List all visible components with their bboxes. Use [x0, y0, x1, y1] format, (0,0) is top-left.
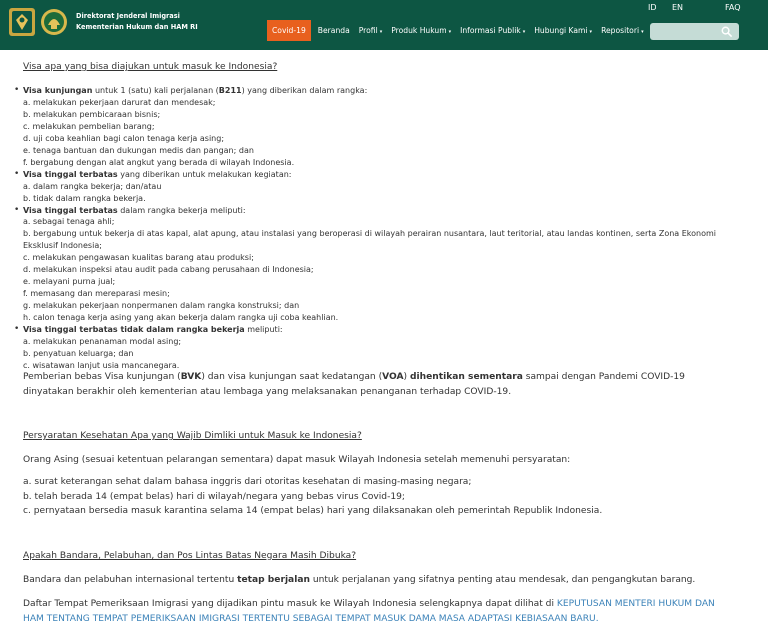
- nav-covid19[interactable]: Covid-19: [267, 20, 311, 41]
- chevron-down-icon: ▾: [379, 29, 383, 35]
- list-item: a. melakukan pekerjaan darurat dan mendesak;: [23, 97, 216, 107]
- nav-repositori[interactable]: [601, 26, 644, 35]
- org-line-2: Kementerian Hukum dan HAM RI: [76, 23, 198, 31]
- nav-informasi-publik-label: Informasi Publik: [460, 26, 521, 35]
- chevron-down-icon: ▾: [641, 29, 644, 35]
- note-voa: VOA: [382, 372, 404, 382]
- ministry-emblem-icon: [8, 7, 36, 37]
- list-item: b. penyatuan keluarga; dan: [23, 348, 134, 358]
- note-post: sampai dengan Pandemi COVID-19 dinyatakan berakhir oleh kementerian atau lembaga yang melaksanakan penanganan terhadap COVID-19.: [23, 372, 685, 397]
- health-list: [23, 475, 733, 519]
- ministry-name: [76, 11, 198, 33]
- visa-tinggal-bekerja-heading: [23, 205, 733, 217]
- visa-tinggal-title: Visa tinggal terbatas: [23, 169, 118, 179]
- list-item: d. melakukan inspeksi atau audit pada cabang perusahaan di Indonesia;: [23, 265, 314, 275]
- nav-hubungi-kami-label: Hubungi Kami: [534, 26, 588, 35]
- list-item: c. wisatawan lanjut usia mancanegara.: [23, 360, 180, 370]
- nav-profil[interactable]: [359, 26, 382, 35]
- list-item: c. melakukan pembelian barang;: [23, 121, 155, 131]
- visa-tinggal-bekerja-rest: dalam rangka bekerja meliputi:: [117, 205, 246, 215]
- search-icon[interactable]: [721, 26, 732, 37]
- note-mid1: ) dan visa kunjungan saat kedatangan (: [201, 372, 383, 382]
- ports-pre: Bandara dan pelabuhan internasional tertentu: [23, 575, 238, 585]
- ports-list-paragraph: [23, 597, 733, 626]
- chevron-down-icon: ▾: [448, 29, 452, 35]
- visa-kunjungan-heading: [23, 85, 733, 97]
- faq-question-ports: Apakah Bandara, Pelabuhan, dan Pos Lintas Batas Negara Masih Dibuka?: [23, 551, 357, 561]
- faq-question-health: Persyaratan Kesehatan Apa yang Wajib Dimliki untuk Masuk ke Indonesia?: [23, 431, 362, 441]
- faq-question-visa: Visa apa yang bisa diajukan untuk masuk ke Indonesia?: [23, 62, 278, 72]
- nav-repositori-label: Repositori: [601, 26, 640, 35]
- health-intro: Orang Asing (sesuai ketentuan pelarangan sementara) dapat masuk Wilayah Indonesia setelah memenuhi persyaratan:: [23, 455, 571, 465]
- visa-kunjungan-title: Visa kunjungan: [23, 86, 93, 95]
- list-item: c. pernyataan bersedia masuk karantina selama 14 (empat belas) hari yang dilaksanakan oleh pemerintah Republik Indonesia.: [23, 506, 603, 516]
- visa-suspension-note: [23, 370, 733, 399]
- visa-tinggal-heading: [23, 169, 733, 181]
- nav-produk-hukum-label: Produk Hukum: [391, 26, 447, 35]
- list-item: b. tidak dalam rangka bekerja.: [23, 193, 146, 203]
- ports-list-pre: Daftar Tempat Pemeriksaan Imigrasi yang dijadikan pintu masuk ke Wilayah Indonesia selengkapnya dapat dilihat di: [23, 599, 557, 609]
- nav-profil-label: Profil: [358, 26, 378, 35]
- note-mid2: ): [403, 372, 410, 382]
- visa-tinggal-bekerja-title: Visa tinggal terbatas: [23, 205, 118, 215]
- visa-list: [23, 85, 733, 372]
- list-item: f. memasang dan mereparasi mesin;: [23, 289, 170, 299]
- ports-bold: tetap berjalan: [237, 575, 310, 585]
- list-item: e. melayani purna jual;: [23, 277, 116, 287]
- list-item: h. calon tenaga kerja asing yang akan bekerja dalam rangka uji coba keahlian.: [23, 313, 339, 323]
- nav-informasi-publik[interactable]: [460, 26, 525, 35]
- visa-tinggal-non-bekerja-rest: meliputi:: [244, 325, 283, 335]
- nav-beranda[interactable]: Beranda: [317, 26, 350, 35]
- chevron-down-icon: ▾: [589, 29, 593, 35]
- lang-en-link[interactable]: EN: [672, 3, 684, 12]
- search-box: [650, 23, 739, 40]
- ports-paragraph: [23, 573, 733, 588]
- note-pre: Pemberian bebas Visa kunjungan (: [23, 372, 181, 382]
- main-nav: [267, 20, 653, 41]
- faq-link[interactable]: FAQ: [725, 3, 741, 12]
- nav-hubungi-kami[interactable]: [534, 26, 592, 35]
- visa-kunjungan-post: ) yang diberikan dalam rangka:: [241, 86, 368, 95]
- kepmen-link[interactable]: KEPUTUSAN MENTERI HUKUM DAN HAM TENTANG TEMPAT PEMERIKSAAN IMIGRASI TERTENTU SEBAGAI TEMPAT MASUK DAMA MASA ADAPTASI KEBIASAAN BARU.: [23, 599, 715, 624]
- lang-id-link[interactable]: ID: [648, 3, 657, 12]
- visa-code-b211: B211: [218, 86, 242, 95]
- list-item: a. melakukan penanaman modal asing;: [23, 337, 182, 347]
- list-item: a. sebagai tenaga ahli;: [23, 217, 115, 227]
- list-item: a. surat keterangan sehat dalam bahasa inggris dari otoritas kesehatan di masing-masing negara;: [23, 477, 472, 487]
- site-header: [0, 0, 768, 50]
- nav-produk-hukum[interactable]: [391, 26, 451, 35]
- logo-link[interactable]: [8, 7, 198, 37]
- list-item: f. bergabung dengan alat angkut yang berada di wilayah Indonesia.: [23, 157, 295, 167]
- list-item: e. tenaga bantuan dan dukungan medis dan pangan; dan: [23, 145, 254, 155]
- list-item: b. bergabung untuk bekerja di atas kapal, alat apung, atau instalasi yang beroperasi di wilayah perairan nusantara, laut teritorial, atau landas kontinen, serta Zona Ekonomi Eksklusif Indonesia;: [23, 229, 717, 251]
- chevron-down-icon: ▾: [522, 29, 526, 35]
- list-item: a. dalam rangka bekerja; dan/atau: [23, 181, 162, 191]
- org-line-1: Direktorat Jenderal Imigrasi: [76, 12, 180, 20]
- list-item: b. telah berada 14 (empat belas) hari di wilayah/negara yang bebas virus Covid-19;: [23, 491, 405, 502]
- visa-tinggal-rest: yang diberikan untuk melakukan kegiatan:: [117, 169, 292, 179]
- note-bvk: BVK: [180, 372, 202, 382]
- visa-kunjungan-pre: untuk 1 (satu) kali perjalanan (: [92, 86, 219, 95]
- ports-post: untuk perjalanan yang sifatnya penting atau mendesak, dan pengangkutan barang.: [309, 575, 696, 585]
- search-input[interactable]: [655, 24, 715, 39]
- note-stop: dihentikan sementara: [410, 372, 523, 382]
- visa-tinggal-non-bekerja-title: Visa tinggal terbatas tidak dalam rangka bekerja: [23, 325, 245, 335]
- list-item: g. melakukan pekerjaan nonpermanen dalam rangka konstruksi; dan: [23, 301, 300, 311]
- list-item: c. melakukan pengawasan kualitas barang atau produksi;: [23, 253, 254, 263]
- list-item: b. melakukan pembicaraan bisnis;: [23, 109, 161, 119]
- visa-tinggal-non-bekerja-heading: [23, 324, 733, 336]
- list-item: d. uji coba keahlian bagi calon tenaga kerja asing;: [23, 133, 225, 143]
- immigration-emblem-icon: [40, 7, 68, 37]
